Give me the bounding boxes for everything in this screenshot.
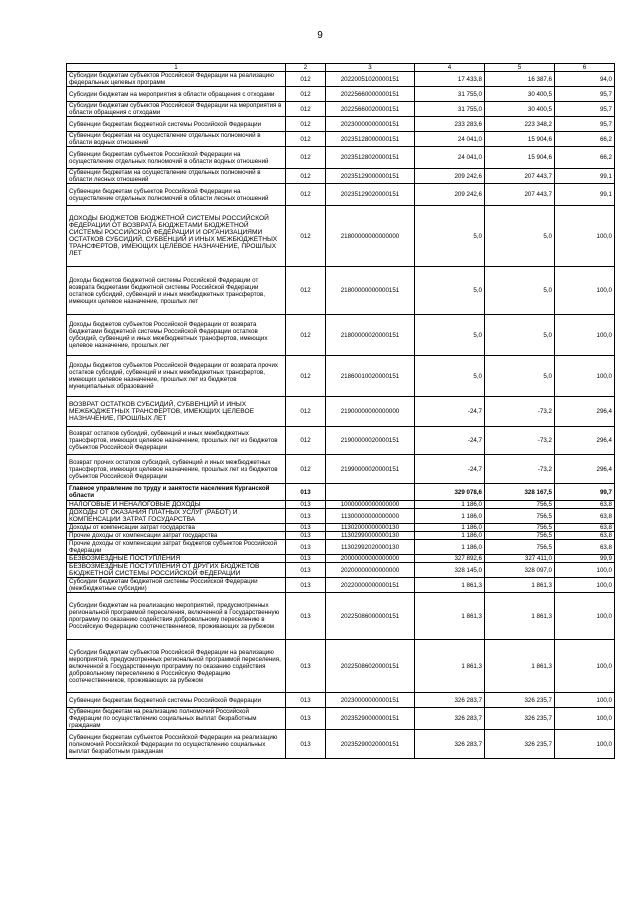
- row-actual-value: 1 861,3: [485, 593, 555, 640]
- budget-table: [66, 63, 615, 759]
- row-budget-code: 21900000020000151: [326, 427, 415, 455]
- row-percent: 100,0: [555, 708, 615, 730]
- table-row: [67, 484, 615, 501]
- row-percent: 66,2: [555, 147, 615, 169]
- row-admin-code: 013: [286, 730, 326, 759]
- row-budget-code: 20220000000000151: [326, 578, 415, 593]
- row-admin-code: 013: [286, 593, 326, 640]
- row-plan-value: 24 041,0: [415, 147, 485, 169]
- row-name: Доходы бюджетов субъектов Российской Федерации от возврата прочих остатков субсидий, субвенций и иных межбюджетных трансфертов, имеющих целевое назначение, прошлых лет из бюджетов муниципальных образований: [67, 356, 286, 397]
- row-admin-code: 012: [286, 117, 326, 132]
- row-actual-value: 756,5: [485, 509, 555, 524]
- row-name: БЕЗВОЗМЕЗДНЫЕ ПОСТУПЛЕНИЯ: [67, 555, 286, 563]
- row-budget-code: 20230000000000151: [326, 693, 415, 708]
- column-header: 4: [415, 64, 485, 72]
- row-actual-value: 1 861,3: [485, 578, 555, 593]
- row-budget-code: 20225660020000151: [326, 102, 415, 117]
- row-budget-code: 11302990000000130: [326, 532, 415, 540]
- row-percent: 99,1: [555, 184, 615, 206]
- column-header-row: [67, 64, 615, 72]
- row-plan-value: 31 755,0: [415, 102, 485, 117]
- column-header: 2: [286, 64, 326, 72]
- row-budget-code: 21900000000000000: [326, 397, 415, 427]
- row-name: Субсидии бюджетам на мероприятия в области обращения с отходами: [67, 87, 286, 102]
- row-actual-value: 207 443,7: [485, 169, 555, 184]
- row-name: Возврат остатков субсидий, субвенций и иных межбюджетных трансфертов, имеющих целевое назначение, прошлых лет из бюджетов субъектов Российской Федерации: [67, 427, 286, 455]
- table-row: [67, 132, 615, 147]
- row-name: Субвенции бюджетам на реализацию полномочий Российской Федерации по осуществлению социальных выплат безработным гражданам: [67, 708, 286, 730]
- row-actual-value: 5,0: [485, 206, 555, 267]
- row-admin-code: 013: [286, 640, 326, 693]
- row-budget-code: 21800000000000151: [326, 267, 415, 315]
- table-row: [67, 72, 615, 87]
- row-actual-value: 326 235,7: [485, 730, 555, 759]
- row-plan-value: 326 283,7: [415, 693, 485, 708]
- row-name: Субсидии бюджетам на реализацию мероприятий, предусмотренных региональной программой переселения, включенной в Государственную программу по оказанию содействия добровольному переселению в Российскую Федерацию соотечественников, проживающих за рубежом: [67, 593, 286, 640]
- row-budget-code: 11300000000000000: [326, 509, 415, 524]
- column-header: 3: [326, 64, 415, 72]
- row-budget-code: 21860010020000151: [326, 356, 415, 397]
- row-plan-value: 329 078,6: [415, 484, 485, 501]
- row-budget-code: 20235290020000151: [326, 730, 415, 759]
- row-name: Субвенции бюджетам бюджетной системы Российской Федерации: [67, 117, 286, 132]
- table-row: [67, 524, 615, 532]
- row-name: Субсидии бюджетам субъектов Российской Федерации на мероприятия в области обращения с отходами: [67, 102, 286, 117]
- row-actual-value: 5,0: [485, 267, 555, 315]
- row-name: Субвенции бюджетам на осуществление отдельных полномочий в области лесных отношений: [67, 169, 286, 184]
- row-admin-code: 012: [286, 184, 326, 206]
- row-actual-value: 328 167,5: [485, 484, 555, 501]
- table-row: [67, 563, 615, 578]
- row-percent: 100,0: [555, 356, 615, 397]
- table-row: [67, 509, 615, 524]
- row-admin-code: 012: [286, 169, 326, 184]
- row-percent: 296,4: [555, 397, 615, 427]
- row-budget-code: 20220051020000151: [326, 72, 415, 87]
- table-row: [67, 532, 615, 540]
- row-budget-code: 20200000000000000: [326, 563, 415, 578]
- row-percent: 100,0: [555, 267, 615, 315]
- row-percent: 296,4: [555, 427, 615, 455]
- row-actual-value: 30 400,5: [485, 87, 555, 102]
- row-plan-value: 326 283,7: [415, 708, 485, 730]
- row-budget-code: 20235128000000151: [326, 132, 415, 147]
- row-budget-code: [326, 484, 415, 501]
- row-percent: 66,2: [555, 132, 615, 147]
- row-actual-value: 5,0: [485, 356, 555, 397]
- row-budget-code: 20225086020000151: [326, 640, 415, 693]
- row-admin-code: 013: [286, 563, 326, 578]
- table-row: [67, 206, 615, 267]
- column-header: 5: [485, 64, 555, 72]
- row-name: БЕЗВОЗМЕЗДНЫЕ ПОСТУПЛЕНИЯ ОТ ДРУГИХ БЮДЖЕТОВ БЮДЖЕТНОЙ СИСТЕМЫ РОССИЙСКОЙ ФЕДЕРАЦИИ: [67, 563, 286, 578]
- row-admin-code: 013: [286, 708, 326, 730]
- row-budget-code: 21800000020000151: [326, 315, 415, 356]
- row-plan-value: 1 861,3: [415, 593, 485, 640]
- row-actual-value: 326 235,7: [485, 708, 555, 730]
- row-name: Субвенции бюджетам субъектов Российской Федерации на осуществление отдельных полномочий в области лесных отношений: [67, 184, 286, 206]
- table-row: [67, 501, 615, 509]
- row-plan-value: 1 186,0: [415, 524, 485, 532]
- row-budget-code: 20235290000000151: [326, 708, 415, 730]
- row-name: Возврат прочих остатков субсидий, субвенций и иных межбюджетных трансфертов, имеющих целевое назначение, прошлых лет из бюджетов субъектов Российской Федерации: [67, 455, 286, 484]
- row-budget-code: 21800000000000000: [326, 206, 415, 267]
- table-row: [67, 184, 615, 206]
- table-row: [67, 540, 615, 555]
- row-name: НАЛОГОВЫЕ И НЕНАЛОГОВЫЕ ДОХОДЫ: [67, 501, 286, 509]
- row-budget-code: 20230000000000151: [326, 117, 415, 132]
- row-percent: 100,0: [555, 593, 615, 640]
- row-plan-value: 1 861,3: [415, 640, 485, 693]
- row-plan-value: 209 242,6: [415, 169, 485, 184]
- row-admin-code: 012: [286, 87, 326, 102]
- row-name: Субвенции бюджетам субъектов Российской Федерации на осуществление отдельных полномочий в области водных отношений: [67, 147, 286, 169]
- row-admin-code: 013: [286, 555, 326, 563]
- row-percent: 100,0: [555, 578, 615, 593]
- row-name: Субвенции бюджетам на осуществление отдельных полномочий в области водных отношений: [67, 132, 286, 147]
- row-percent: 63,8: [555, 540, 615, 555]
- row-plan-value: 5,0: [415, 356, 485, 397]
- table-row: [67, 102, 615, 117]
- row-actual-value: 756,5: [485, 532, 555, 540]
- table-row: [67, 693, 615, 708]
- row-admin-code: 012: [286, 427, 326, 455]
- row-actual-value: 5,0: [485, 315, 555, 356]
- row-name: Доходы от компенсации затрат государства: [67, 524, 286, 532]
- row-budget-code: 20235128020000151: [326, 147, 415, 169]
- row-plan-value: 5,0: [415, 267, 485, 315]
- row-admin-code: 012: [286, 397, 326, 427]
- row-name: Главное управление по труду и занятости населения Курганской области: [67, 484, 286, 501]
- row-admin-code: 012: [286, 315, 326, 356]
- row-admin-code: 012: [286, 206, 326, 267]
- row-name: Доходы бюджетов бюджетной системы Российской Федерации от возврата бюджетами бюджетной системы Российской Федерации остатков субсидий, субвенций и иных межбюджетных трансфертов, имеющих целевое назначение, прошлых лет: [67, 267, 286, 315]
- row-budget-code: 20000000000000000: [326, 555, 415, 563]
- row-plan-value: 1 186,0: [415, 532, 485, 540]
- row-name: Субвенции бюджетам субъектов Российской Федерации на реализацию полномочий Российской Федерации по осуществлению социальных выплат безработным гражданам: [67, 730, 286, 759]
- table-row: [67, 397, 615, 427]
- row-budget-code: 20235129020000151: [326, 184, 415, 206]
- row-percent: 63,8: [555, 501, 615, 509]
- row-percent: 100,0: [555, 640, 615, 693]
- row-percent: 100,0: [555, 315, 615, 356]
- row-plan-value: 233 283,6: [415, 117, 485, 132]
- row-actual-value: -73,2: [485, 397, 555, 427]
- row-percent: 95,7: [555, 87, 615, 102]
- row-budget-code: 20225086000000151: [326, 593, 415, 640]
- row-plan-value: 209 242,6: [415, 184, 485, 206]
- row-name: Прочие доходы от компенсации затрат государства: [67, 532, 286, 540]
- column-header: 1: [67, 64, 286, 72]
- row-plan-value: -24,7: [415, 397, 485, 427]
- row-percent: 100,0: [555, 563, 615, 578]
- row-plan-value: 5,0: [415, 206, 485, 267]
- row-name: Субвенции бюджетам бюджетной системы Российской Федерации: [67, 693, 286, 708]
- row-actual-value: 16 387,6: [485, 72, 555, 87]
- row-admin-code: 013: [286, 540, 326, 555]
- row-plan-value: 31 755,0: [415, 87, 485, 102]
- row-plan-value: 1 186,0: [415, 540, 485, 555]
- row-admin-code: 012: [286, 72, 326, 87]
- table-row: [67, 169, 615, 184]
- row-actual-value: 756,5: [485, 524, 555, 532]
- row-actual-value: -73,2: [485, 427, 555, 455]
- row-percent: 95,7: [555, 117, 615, 132]
- row-actual-value: 223 348,2: [485, 117, 555, 132]
- row-name: Доходы бюджетов субъектов Российской Федерации от возврата бюджетами бюджетной системы Российской Федерации остатков субсидий, субвенций и иных межбюджетных трансфертов, имеющих целевое назначение, прошлых лет: [67, 315, 286, 356]
- row-plan-value: -24,7: [415, 427, 485, 455]
- row-admin-code: 013: [286, 532, 326, 540]
- row-actual-value: 1 861,3: [485, 640, 555, 693]
- row-admin-code: 013: [286, 484, 326, 501]
- row-plan-value: 5,0: [415, 315, 485, 356]
- row-percent: 100,0: [555, 730, 615, 759]
- row-admin-code: 013: [286, 524, 326, 532]
- row-admin-code: 012: [286, 147, 326, 169]
- row-actual-value: 15 904,6: [485, 147, 555, 169]
- row-plan-value: 327 892,6: [415, 555, 485, 563]
- row-actual-value: 207 443,7: [485, 184, 555, 206]
- table-row: [67, 708, 615, 730]
- table-row: [67, 427, 615, 455]
- row-percent: 94,0: [555, 72, 615, 87]
- row-name: Субсидии бюджетам субъектов Российской Федерации на реализацию федеральных целевых программ: [67, 72, 286, 87]
- row-percent: 63,8: [555, 532, 615, 540]
- row-name: ДОХОДЫ ОТ ОКАЗАНИЯ ПЛАТНЫХ УСЛУГ (РАБОТ) И КОМПЕНСАЦИИ ЗАТРАТ ГОСУДАРСТВА: [67, 509, 286, 524]
- row-actual-value: 30 400,5: [485, 102, 555, 117]
- table-row: [67, 117, 615, 132]
- row-percent: 63,8: [555, 509, 615, 524]
- table-row: [67, 147, 615, 169]
- row-plan-value: 24 041,0: [415, 132, 485, 147]
- row-actual-value: 328 097,0: [485, 563, 555, 578]
- row-budget-code: 11302000000000130: [326, 524, 415, 532]
- row-budget-code: 11302992020000130: [326, 540, 415, 555]
- row-admin-code: 012: [286, 267, 326, 315]
- row-plan-value: 17 433,8: [415, 72, 485, 87]
- page-number: 9: [317, 30, 323, 41]
- row-plan-value: 1 186,0: [415, 501, 485, 509]
- row-percent: 95,7: [555, 102, 615, 117]
- row-admin-code: 012: [286, 455, 326, 484]
- row-actual-value: 326 235,7: [485, 693, 555, 708]
- row-percent: 99,7: [555, 484, 615, 501]
- row-budget-code: 20225660000000151: [326, 87, 415, 102]
- row-admin-code: 012: [286, 102, 326, 117]
- row-admin-code: 013: [286, 509, 326, 524]
- table-row: [67, 455, 615, 484]
- table-row: [67, 555, 615, 563]
- row-name: Прочие доходы от компенсации затрат бюджетов субъектов Российской Федерации: [67, 540, 286, 555]
- row-admin-code: 013: [286, 501, 326, 509]
- row-admin-code: 012: [286, 356, 326, 397]
- table-row: [67, 87, 615, 102]
- column-header: 6: [555, 64, 615, 72]
- row-percent: 100,0: [555, 206, 615, 267]
- table-row: [67, 267, 615, 315]
- row-plan-value: 1 186,0: [415, 509, 485, 524]
- row-admin-code: 012: [286, 132, 326, 147]
- row-name: ДОХОДЫ БЮДЖЕТОВ БЮДЖЕТНОЙ СИСТЕМЫ РОССИЙСКОЙ ФЕДЕРАЦИИ ОТ ВОЗВРАТА БЮДЖЕТАМИ БЮДЖЕТНОЙ СИСТЕМЫ РОССИЙСКОЙ ФЕДЕРАЦИИ И ОРГАНИЗАЦИЯМИ ОСТАТКОВ СУБСИДИЙ, СУБВЕНЦИЙ И ИНЫХ МЕЖБЮДЖЕТНЫХ ТРАНСФЕРТОВ, ИМЕЮЩИХ ЦЕЛЕВОЕ НАЗНАЧЕНИЕ, ПРОШЛЫХ ЛЕТ: [67, 206, 286, 267]
- row-percent: 63,8: [555, 524, 615, 532]
- row-budget-code: 10000000000000000: [326, 501, 415, 509]
- row-name: Субсидии бюджетам бюджетной системы Российской Федерации (межбюджетные субсидии): [67, 578, 286, 593]
- row-actual-value: 756,5: [485, 501, 555, 509]
- row-plan-value: -24,7: [415, 455, 485, 484]
- table-row: [67, 593, 615, 640]
- table-row: [67, 356, 615, 397]
- row-actual-value: -73,2: [485, 455, 555, 484]
- row-plan-value: 328 145,0: [415, 563, 485, 578]
- table-row: [67, 315, 615, 356]
- row-plan-value: 1 861,3: [415, 578, 485, 593]
- row-budget-code: 21990000020000151: [326, 455, 415, 484]
- row-percent: 99,9: [555, 555, 615, 563]
- table-body: [67, 64, 615, 759]
- row-admin-code: 013: [286, 578, 326, 593]
- row-actual-value: 756,5: [485, 540, 555, 555]
- row-percent: 296,4: [555, 455, 615, 484]
- row-percent: 99,1: [555, 169, 615, 184]
- row-budget-code: 20235129000000151: [326, 169, 415, 184]
- row-actual-value: 327 411,0: [485, 555, 555, 563]
- row-plan-value: 326 283,7: [415, 730, 485, 759]
- row-name: Субсидии бюджетам субъектов Российской Федерации на реализацию мероприятий, предусмотренных региональной программой переселения, включенной в Государственную программу по оказанию содействия добровольному переселению в Российскую Федерацию соотечественников, проживающих за рубежом: [67, 640, 286, 693]
- table-row: [67, 730, 615, 759]
- row-name: ВОЗВРАТ ОСТАТКОВ СУБСИДИЙ, СУБВЕНЦИЙ И ИНЫХ МЕЖБЮДЖЕТНЫХ ТРАНСФЕРТОВ, ИМЕЮЩИХ ЦЕЛЕВОЕ НАЗНАЧЕНИЕ, ПРОШЛЫХ ЛЕТ: [67, 397, 286, 427]
- row-admin-code: 013: [286, 693, 326, 708]
- table-row: [67, 640, 615, 693]
- row-percent: 100,0: [555, 693, 615, 708]
- table-row: [67, 578, 615, 593]
- row-actual-value: 15 904,6: [485, 132, 555, 147]
